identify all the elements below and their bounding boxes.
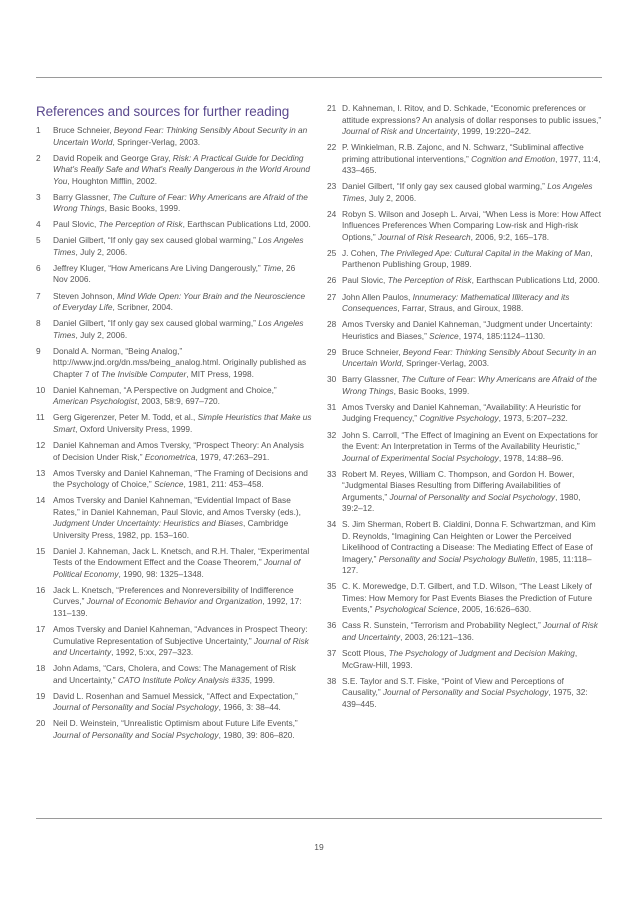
reference-segment: , Springer-Verlag, 2003. [401, 358, 490, 369]
reference-segment: , 26 Nov 2006. [53, 262, 296, 285]
reference-text [342, 209, 602, 244]
reference-number: 1 [36, 125, 41, 135]
reference-title: Econometrica [144, 451, 196, 462]
reference-text [342, 581, 602, 616]
reference-text [342, 648, 602, 671]
reference-segment: , 1979, 47:263–291. [195, 451, 270, 462]
reference-title: Cognitive Psychology [419, 413, 499, 424]
reference-item [36, 291, 312, 314]
reference-segment: , 1990, 98: 1325–1348. [118, 568, 204, 579]
reference-text [342, 248, 602, 271]
reference-title: Cognition and Emotion [471, 153, 556, 164]
reference-text [53, 125, 312, 148]
reference-segment: , Scribner, 2004. [112, 302, 173, 313]
left-column [36, 125, 312, 746]
reference-number: 14 [36, 495, 46, 506]
reference-title: Journal of Personality and Social Psychology [53, 702, 219, 713]
reference-number: 29 [327, 346, 337, 357]
reference-title: Science [429, 330, 459, 341]
reference-item [327, 103, 602, 138]
reference-segment: P. Winkielman, R.B. Zajonc, and N. Schwarz, “Subliminal affective priming attributional interventions,” [342, 142, 584, 164]
reference-number: 3 [36, 191, 41, 202]
reference-number: 21 [327, 103, 337, 113]
reference-segment: S.E. Taylor and S.T. Fiske, “Point of View and Perceptions of Causality,” [342, 675, 564, 698]
reference-title: Journal of Experimental Social Psychology [342, 452, 499, 463]
reference-number: 22 [327, 142, 337, 153]
reference-segment: , MIT Press, 1998. [186, 368, 254, 379]
reference-segment: , 1980, 39: 806–820. [218, 729, 295, 740]
reference-title: Risk: A Practical Guide for Deciding What's Really Safe and What's Really Dangerous in the World Around You [53, 152, 310, 186]
reference-number: 25 [327, 247, 337, 258]
reference-text [53, 440, 312, 463]
reference-number: 30 [327, 374, 337, 385]
reference-title: Los Angeles Times [53, 318, 304, 340]
reference-segment: , Oxford University Press, 1999. [75, 423, 193, 434]
reference-text [53, 585, 312, 620]
reference-number: 34 [327, 519, 337, 530]
reference-title: Journal of Risk Research [377, 231, 471, 242]
reference-segment: David Ropeik and George Gray, [53, 152, 173, 163]
reference-text [53, 412, 312, 435]
reference-item [36, 263, 312, 286]
reference-title: Mind Wide Open: Your Brain and the Neuroscience of Everyday Life [53, 290, 306, 313]
reference-segment: , 1992, 17: 131–139. [53, 596, 302, 618]
reference-segment: Steven Johnson, [53, 290, 118, 301]
reference-number: 16 [36, 584, 46, 595]
reference-title: The Invisible Computer [100, 368, 187, 379]
reference-item [327, 319, 602, 342]
reference-text [53, 263, 312, 286]
reference-title: Los Angeles Times [342, 181, 593, 203]
reference-segment: Jeffrey Kluger, “How Americans Are Living Dangerously,” [53, 262, 263, 273]
reference-title: Judgment Under Uncertainty: Heuristics and Biases [53, 518, 243, 529]
reference-item [327, 648, 602, 671]
reference-segment: , 1992, 5:xx, 297–323. [111, 647, 194, 657]
reference-text [342, 676, 602, 711]
reference-item [327, 469, 602, 515]
reference-item [327, 275, 602, 287]
reference-number: 35 [327, 581, 337, 592]
reference-item [36, 691, 312, 714]
reference-segment: , McGraw-Hill, 1993. [342, 648, 578, 670]
reference-number: 6 [36, 262, 41, 273]
reference-segment: , 1974, 185:1124–1130. [458, 330, 546, 341]
reference-segment: , 1999. [249, 674, 275, 685]
reference-item [36, 192, 312, 215]
reference-title: Beyond Fear: Thinking Sensibly About Security in an Uncertain World [53, 125, 308, 147]
reference-title: Time [262, 262, 282, 273]
reference-number: 13 [36, 467, 46, 478]
reference-segment: , Farrar, Straus, and Giroux, 1988. [397, 303, 524, 314]
reference-number: 11 [36, 412, 45, 423]
reference-number: 8 [36, 318, 41, 329]
reference-segment: , Springer-Verlag, 2003. [112, 136, 201, 147]
reference-item [327, 519, 602, 577]
reference-item [327, 374, 602, 397]
reference-segment: Barry Glassner, [342, 374, 402, 385]
reference-segment: , Houghton Mifflin, 2002. [67, 175, 158, 186]
reference-item [36, 495, 312, 541]
reference-number: 4 [36, 219, 41, 230]
reference-segment: David L. Rosenhan and Samuel Messick, “Affect and Expectation,” [53, 690, 298, 701]
reference-text [342, 374, 602, 397]
reference-text [342, 469, 602, 515]
reference-text [53, 346, 312, 381]
reference-title: Journal of Risk and Uncertainty [342, 620, 598, 642]
reference-segment: John Adams, “Cars, Cholera, and Cows: The Management of Risk and Uncertainty,” [53, 663, 296, 685]
reference-segment: Daniel Kahneman and Amos Tversky, “Prospect Theory: An Analysis of Decision Under Risk,” [53, 440, 304, 462]
reference-text [53, 385, 312, 408]
reference-number: 31 [327, 401, 337, 412]
reference-title: CATO Institute Policy Analysis #335 [117, 674, 250, 685]
reference-segment: , Parthenon Publishing Group, 1989. [342, 247, 593, 270]
reference-item [327, 347, 602, 370]
reference-text [53, 318, 312, 341]
reference-item [36, 125, 312, 148]
reference-segment: , 1966, 3: 38–44. [218, 702, 281, 713]
reference-number: 33 [327, 468, 337, 479]
reference-title: The Culture of Fear: Why Americans are Afraid of the Wrong Things [53, 191, 308, 214]
reference-segment: Amos Tversky and Daniel Kahneman, “Evidential Impact of Base Rates,” in Daniel Kahneman, Paul Slovic, and Amos Tversky (eds.), [53, 495, 301, 517]
reference-item [36, 585, 312, 620]
reference-title: Journal of Risk and Uncertainty [342, 126, 458, 136]
reference-segment: Robyn S. Wilson and Joseph L. Arvai, “When Less is More: How Affect Influences Preferences When Comparing Low-risk and High-risk Options,” [342, 208, 602, 242]
reference-text [53, 546, 312, 581]
top-rule [36, 77, 602, 78]
reference-number: 12 [36, 440, 46, 451]
reference-item [36, 663, 312, 686]
reference-item [36, 546, 312, 581]
reference-title: Beyond Fear: Thinking Sensibly About Security in an Uncertain World [342, 346, 597, 369]
section-heading: References and sources for further reading [36, 104, 290, 119]
reference-number: 7 [36, 290, 41, 301]
reference-number: 37 [327, 648, 337, 658]
reference-item [36, 440, 312, 463]
reference-segment: Paul Slovic, [53, 219, 99, 230]
reference-text [53, 235, 312, 258]
reference-item [327, 581, 602, 616]
reference-item [327, 209, 602, 244]
reference-text [342, 430, 602, 465]
reference-text [342, 103, 602, 138]
reference-number: 36 [327, 620, 337, 631]
reference-item [327, 402, 602, 425]
reference-segment: Daniel Gilbert, “If only gay sex caused global warming,” [342, 181, 548, 192]
reference-title: The Perception of Risk [98, 219, 183, 230]
reference-segment: , 2003, 26:121–136. [400, 631, 474, 642]
reference-title: Journal of Political Economy [53, 557, 301, 579]
reference-title: The Psychology of Judgment and Decision Making [388, 648, 575, 658]
reference-segment: Gerg Gigerenzer, Peter M. Todd, et al., [53, 412, 198, 423]
reference-number: 2 [36, 152, 41, 163]
reference-text [53, 718, 312, 741]
reference-number: 19 [36, 690, 46, 701]
reference-segment: , July 2, 2006. [75, 246, 128, 257]
bottom-rule [36, 818, 602, 819]
reference-item [327, 430, 602, 465]
reference-segment: , 1977, 11:4, 433–465. [342, 153, 601, 176]
reference-segment: Jack L. Knetsch, “Preferences and Nonreversibility of Indifference Curves,” [53, 584, 294, 607]
reference-item [327, 676, 602, 711]
reference-title: Los Angeles Times [53, 235, 304, 257]
reference-segment: , Basic Books, 1999. [104, 203, 181, 214]
reference-item [327, 248, 602, 271]
reference-title: The Perception of Risk [387, 275, 472, 286]
reference-text [342, 620, 602, 643]
reference-number: 18 [36, 663, 46, 674]
reference-segment: Bruce Schneier, [342, 346, 403, 357]
reference-segment: , Earthscan Publications Ltd, 2000. [471, 275, 600, 286]
reference-number: 32 [327, 429, 337, 440]
reference-item [36, 468, 312, 491]
reference-segment: Daniel Gilbert, “If only gay sex caused global warming,” [53, 235, 259, 246]
reference-title: The Culture of Fear: Why Americans are Afraid of the Wrong Things [342, 374, 597, 396]
reference-segment: Daniel Gilbert, “If only gay sex caused global warming,” [53, 318, 259, 329]
reference-number: 24 [327, 208, 337, 219]
reference-number: 27 [327, 291, 337, 302]
reference-segment: , 2006, 9:2, 165–178. [470, 231, 550, 242]
reference-item [327, 181, 602, 204]
reference-number: 10 [36, 384, 46, 395]
right-column [327, 103, 602, 715]
reference-title: Journal of Personality and Social Psychology [382, 687, 549, 698]
reference-segment: , 1980, 39:2–12. [342, 491, 581, 514]
reference-title: Science [154, 479, 184, 490]
reference-text [53, 291, 312, 314]
reference-number: 23 [327, 181, 337, 192]
reference-text [53, 219, 312, 231]
reference-segment: , 2005, 16:626–630. [457, 604, 532, 615]
reference-segment: Bruce Schneier, [53, 125, 114, 135]
reference-text [53, 192, 312, 215]
reference-item [36, 718, 312, 741]
reference-text [342, 181, 602, 204]
reference-number: 26 [327, 275, 337, 286]
reference-segment: Amos Tversky and Daniel Kahneman, “Advances in Prospect Theory: Cumulative Representation of Subjective Uncertainty,” [53, 624, 308, 646]
reference-segment: Amos Tversky and Daniel Kahneman, “Availability: A Heuristic for Judging Frequency,” [342, 401, 582, 424]
reference-segment: , Earthscan Publications Ltd, 2000. [182, 219, 311, 230]
reference-title: American Psychologist [53, 396, 137, 407]
reference-segment: Barry Glassner, [53, 191, 113, 202]
reference-segment: , Basic Books, 1999. [393, 385, 470, 396]
reference-segment: Daniel Kahneman, “A Perspective on Judgment and Choice,” [53, 384, 277, 395]
reference-text [53, 468, 312, 491]
reference-title: Journal of Personality and Social Psychology [389, 491, 556, 502]
reference-title: Simple Heuristics that Make us Smart [53, 412, 312, 434]
reference-item [36, 219, 312, 231]
reference-item [36, 385, 312, 408]
reference-item [327, 620, 602, 643]
reference-segment: , 1981, 211: 453–458. [183, 479, 264, 490]
reference-segment: Cass R. Sunstein, “Terrorism and Probability Neglect,” [342, 620, 544, 631]
reference-text [342, 319, 602, 342]
reference-segment: John Allen Paulos, [342, 291, 413, 302]
reference-number: 17 [36, 624, 46, 634]
reference-item [36, 412, 312, 435]
reference-text [53, 624, 312, 659]
reference-number: 38 [327, 675, 337, 686]
reference-text [342, 275, 602, 287]
reference-item [36, 346, 312, 381]
page-number: 19 [314, 842, 324, 852]
reference-item [327, 142, 602, 177]
reference-text [342, 292, 602, 315]
reference-title: Journal of Personality and Social Psychology [53, 729, 219, 740]
reference-segment: , July 2, 2006. [75, 329, 128, 340]
reference-item [36, 624, 312, 659]
reference-text [342, 347, 602, 370]
reference-segment: , July 2, 2006. [364, 192, 417, 203]
reference-segment: Scott Plous, [342, 648, 389, 658]
reference-title: Innumeracy: Mathematical Illiteracy and its Consequences [342, 291, 570, 314]
reference-segment: , 2003, 58:9, 697–720. [136, 396, 220, 407]
reference-number: 28 [327, 319, 337, 330]
reference-segment: , 1978, 14:88–96. [498, 452, 564, 463]
reference-item [36, 235, 312, 258]
reference-segment: Neil D. Weinstein, “Unrealistic Optimism about Future Life Events,” [53, 718, 298, 729]
reference-text [342, 519, 602, 577]
reference-segment: , 1973, 5:207–232. [498, 413, 568, 424]
reference-segment: J. Cohen, [342, 247, 380, 258]
reference-number: 9 [36, 345, 41, 356]
reference-number: 5 [36, 235, 41, 246]
reference-item [36, 318, 312, 341]
reference-segment: Donald A. Norman, “Being Analog,” http://www.jnd.org/dn.mss/being_analog.html. Originally published as Chapter 7 of [53, 345, 307, 379]
reference-item [327, 292, 602, 315]
reference-segment: John S. Carroll, “The Effect of Imagining an Event on Expectations for the Event: An Interpretation in Terms of the Availability Heuristic,” [342, 429, 598, 452]
reference-segment: Paul Slovic, [342, 275, 388, 286]
reference-segment: D. Kahneman, I. Ritov, and D. Schkade, “Economic preferences or attitude expressions? An analysis of dollar responses to public issues,” [342, 103, 602, 125]
reference-text [53, 663, 312, 686]
reference-segment: S. Jim Sherman, Robert B. Cialdini, Donna F. Schwartzman, and Kim D. Reynolds, “Imagining Can Heighten or Lower the Perceived Likelihood of Contracting a Disease: The Mediating Effect of Ease of Imagery,” [342, 519, 596, 564]
reference-segment: , 1975, 32: 439–445. [342, 687, 588, 709]
reference-segment: Amos Tversky and Daniel Kahneman, “The Framing of Decisions and the Psychology of Choice,” [53, 467, 308, 490]
reference-number: 20 [36, 718, 46, 729]
reference-text [53, 495, 312, 541]
reference-number: 15 [36, 545, 46, 556]
reference-text [342, 142, 602, 177]
reference-title: Journal of Economic Behavior and Organization [86, 596, 263, 607]
reference-segment: C. K. Morewedge, D.T. Gilbert, and T.D. Wilson, “The Least Likely of Times: How Memory for Past Events Biases the Prediction of Future Events,” [342, 581, 593, 615]
reference-title: Journal of Risk and Uncertainty [53, 635, 309, 657]
reference-text [53, 691, 312, 714]
reference-segment: Robert M. Reyes, William C. Thompson, and Gordon H. Bower, “Judgmental Biases Resulting from Differing Availabilities of Arguments,” [342, 468, 575, 502]
reference-segment: Daniel J. Kahneman, Jack L. Knetsch, and R.H. Thaler, “Experimental Tests of the Endowment Effect and the Coase Theorem,” [53, 545, 310, 568]
reference-segment: , Cambridge University Press, 1982, pp. 153–160. [53, 518, 289, 540]
reference-segment: Amos Tversky and Daniel Kahneman, “Judgment under Uncertainty: Heuristics and Biases,” [342, 319, 593, 341]
reference-title: Personality and Social Psychology Bulletin [378, 553, 536, 564]
reference-text [342, 402, 602, 425]
reference-segment: , 1999, 19:220–242. [457, 126, 532, 136]
reference-text [53, 153, 312, 188]
reference-item [36, 153, 312, 188]
reference-title: The Privileged Ape: Cultural Capital in the Making of Man [379, 247, 591, 258]
reference-segment: , 1985, 11:118–127. [342, 553, 592, 576]
reference-title: Psychological Science [374, 604, 458, 615]
